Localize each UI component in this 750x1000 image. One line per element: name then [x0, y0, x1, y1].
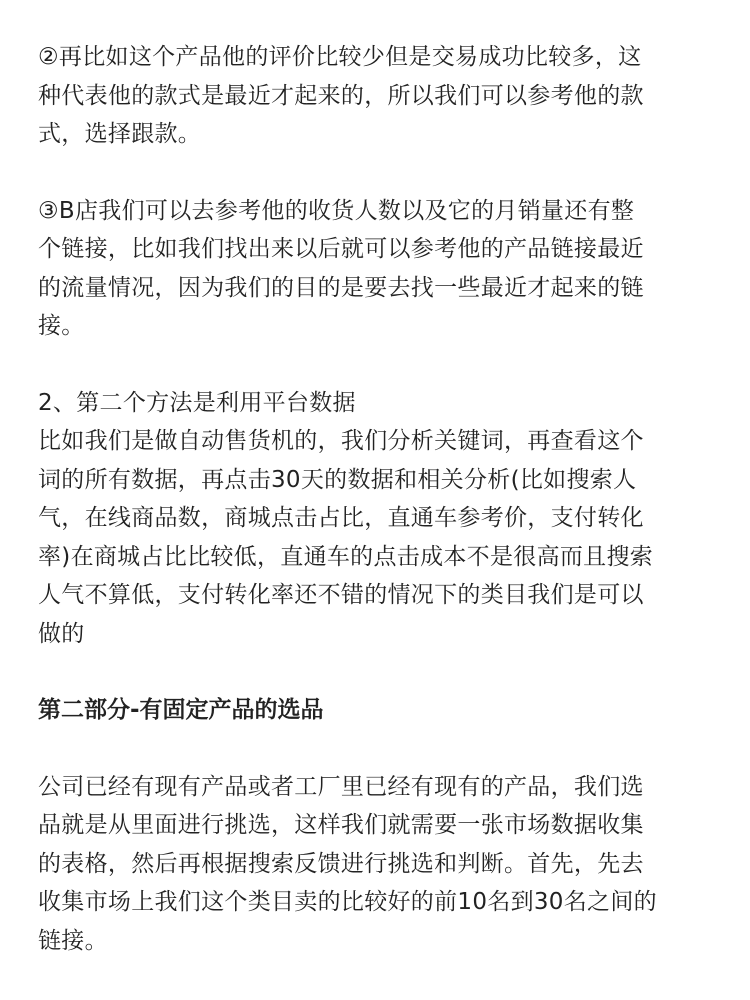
- text-line: 2、第二个方法是利用平台数据: [38, 389, 356, 416]
- paragraph-platform-data-method: [38, 384, 718, 654]
- text-line: ③B店我们可以去参考他的收货人数以及它的月销量还有整: [38, 197, 635, 224]
- text-line: ②再比如这个产品他的评价比较少但是交易成功比较多，这: [38, 44, 642, 70]
- text-line: 个链接，比如我们找出来以后就可以参考他的产品链接最近: [38, 236, 644, 262]
- text-line: 人气不算低，支付转化率还不错的情况下的类目我们是可以: [38, 582, 644, 608]
- paragraph-fixed-product-selection: [38, 768, 718, 961]
- text-line: 的表格，然后再根据搜索反馈进行挑选和判断。首先，先去: [38, 850, 644, 877]
- document-body: [38, 38, 718, 960]
- paragraph-gap: [38, 653, 718, 691]
- paragraph-gap: [38, 154, 718, 192]
- text-line: 接。: [38, 313, 85, 339]
- text-line: 率)在商城占比比较低，直通车的点击成本不是很高而且搜索: [38, 543, 654, 570]
- text-line: 链接。: [38, 927, 108, 954]
- text-line: 的流量情况，因为我们的目的是要去找一些最近才起来的链: [38, 274, 644, 301]
- text-line: 做的: [38, 620, 85, 647]
- text-line: 品就是从里面进行挑选，这样我们就需要一张市场数据收集: [38, 812, 644, 838]
- text-line: 词的所有数据，再点击30天的数据和相关分析(比如搜索人: [38, 466, 637, 493]
- text-line: 种代表他的款式是最近才起来的，所以我们可以参考他的款: [38, 82, 644, 109]
- paragraph-reference-b-store: [38, 192, 718, 346]
- paragraph-gap: [38, 730, 718, 768]
- text-line: 式，选择跟款。: [38, 121, 202, 147]
- text-line: 公司已经有现有产品或者工厂里已经有现有的产品，我们选: [38, 773, 644, 800]
- text-line: 收集市场上我们这个类目卖的比较好的前10名到30名之间的: [38, 889, 657, 915]
- section-heading: 第二部分-有固定产品的选品: [38, 697, 324, 723]
- paragraph-reference-low-reviews: [38, 38, 718, 154]
- text-line: 气，在线商品数，商城点击占比，直通车参考价，支付转化: [38, 505, 644, 531]
- text-line: 比如我们是做自动售货机的，我们分析关键词，再查看这个: [38, 428, 644, 454]
- paragraph-gap: [38, 346, 718, 384]
